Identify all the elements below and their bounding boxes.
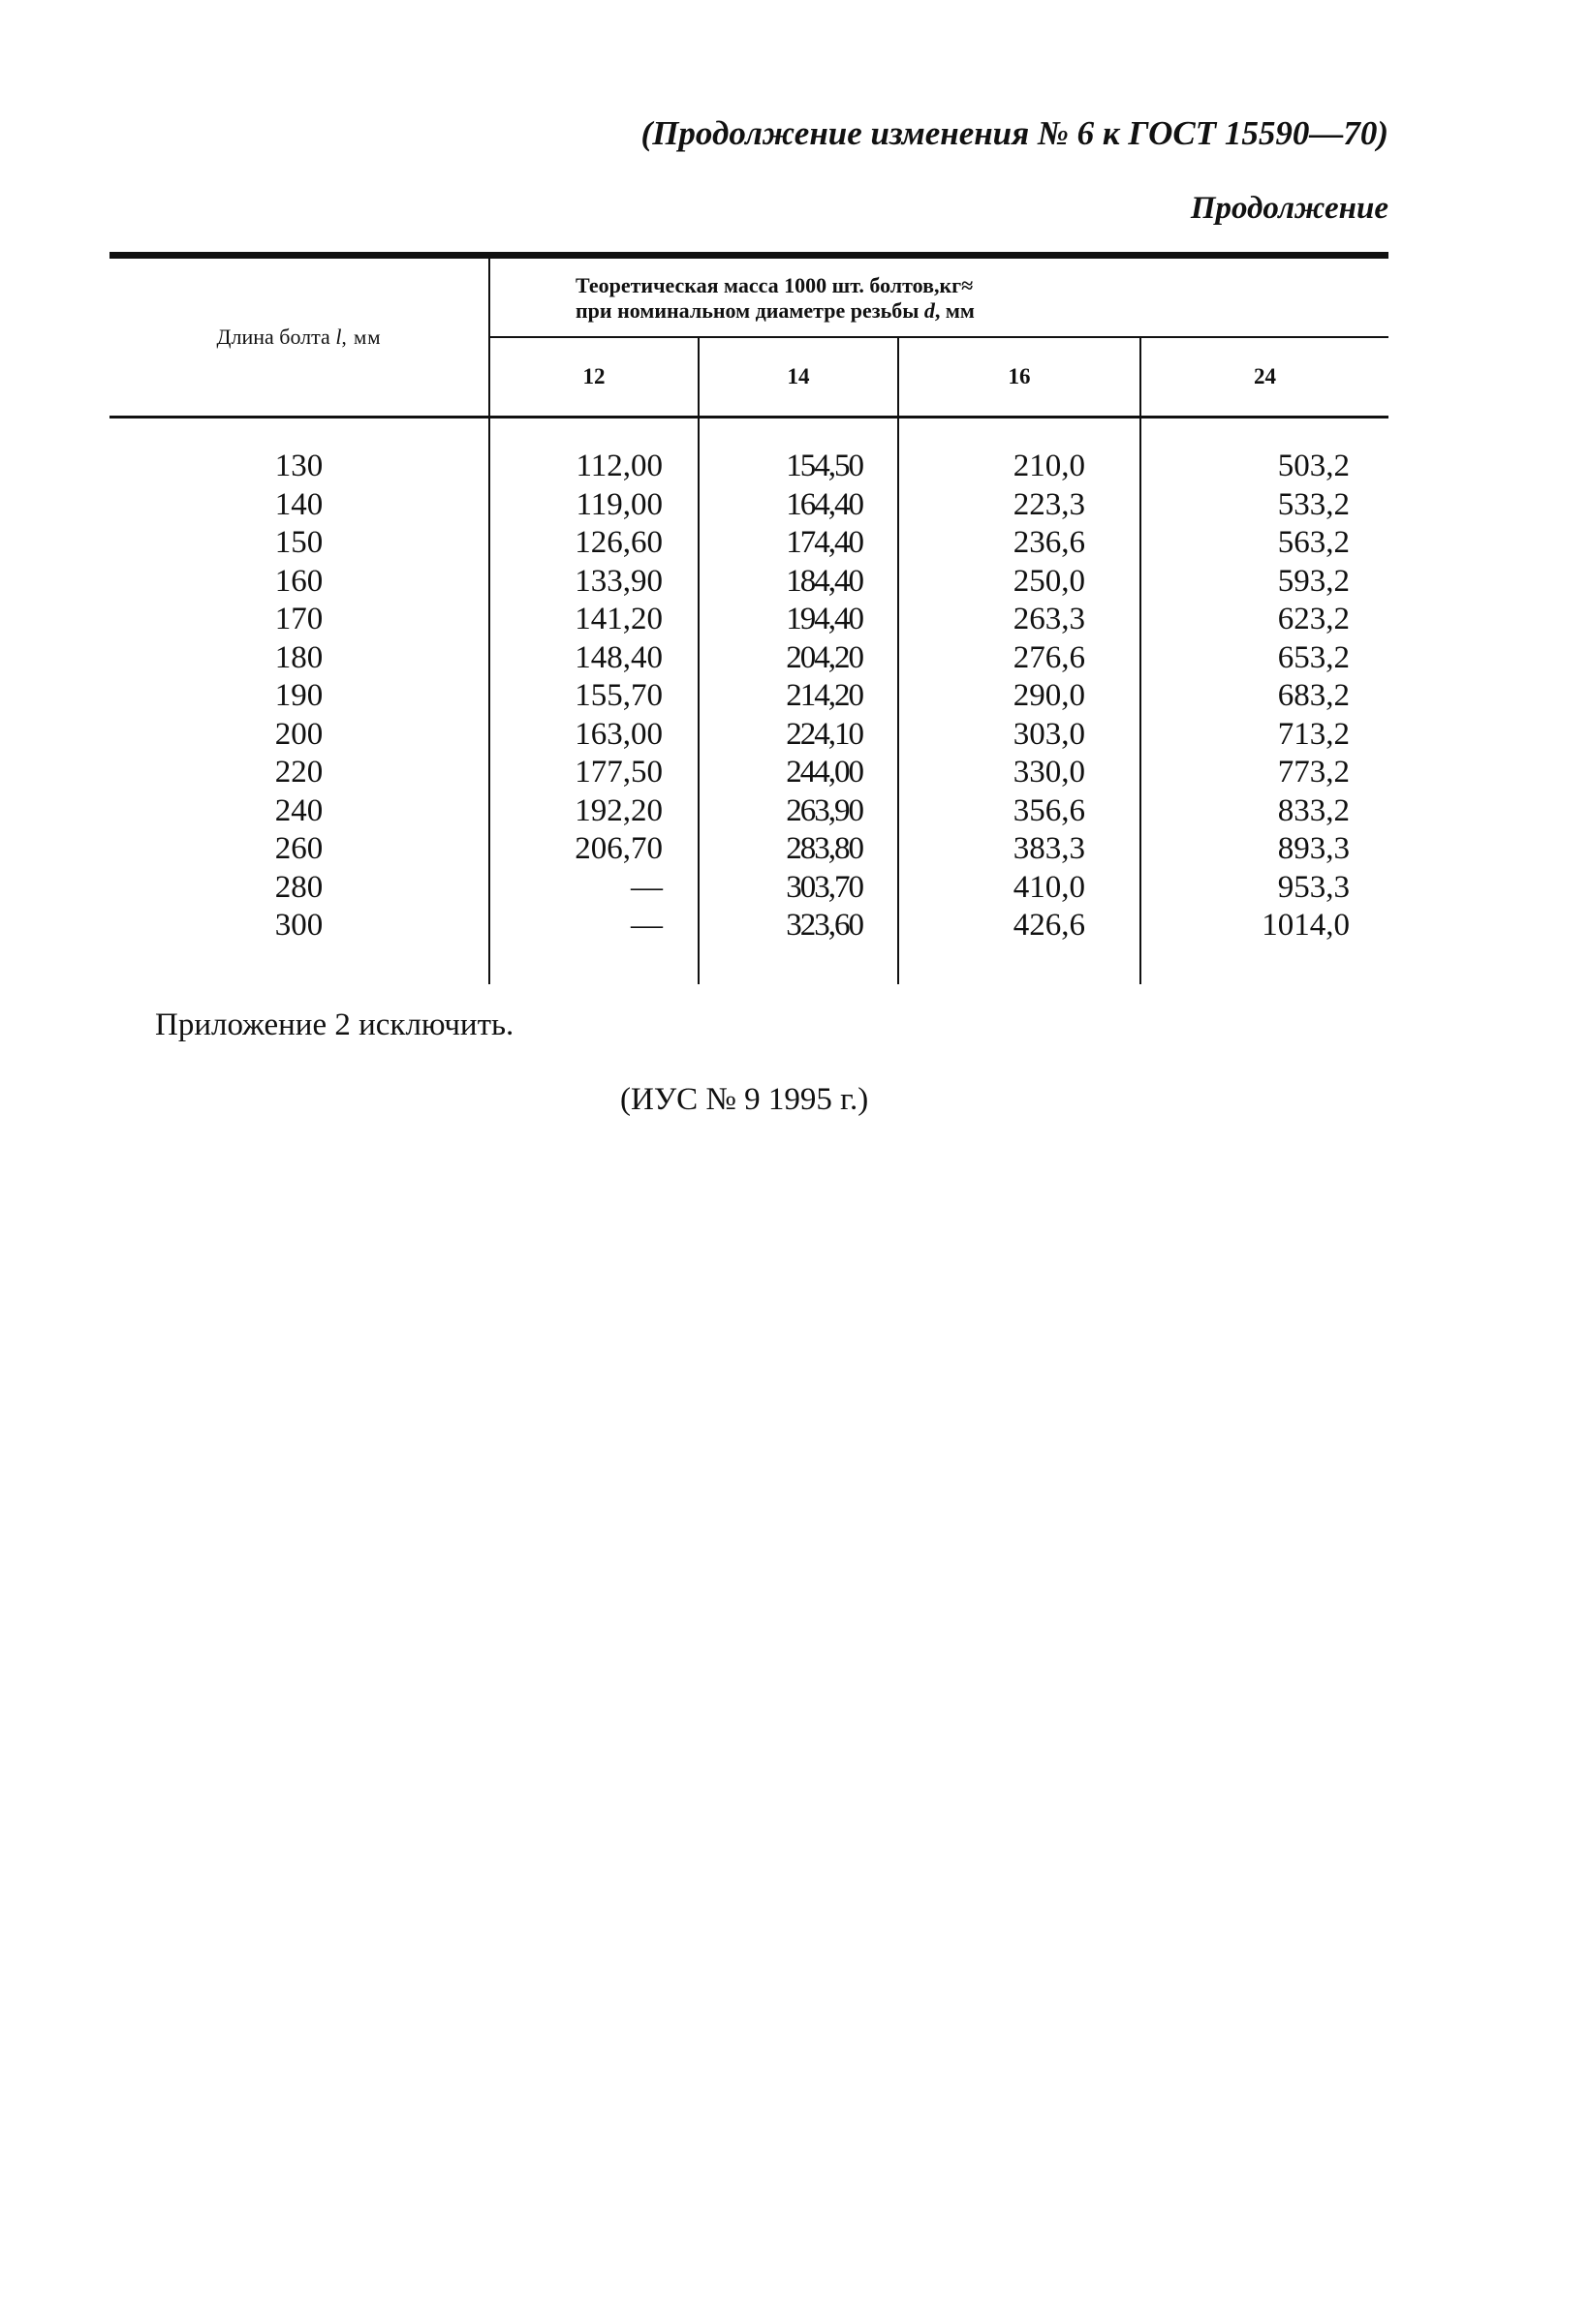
- mass-cell-d14: 154,50: [699, 448, 898, 486]
- mass-cell-d24: 1014,0: [1262, 908, 1351, 943]
- table-row: [109, 716, 1388, 755]
- mass-cell-d12: —: [489, 869, 699, 908]
- length-cell: 280: [109, 869, 489, 908]
- length-cell: 240: [109, 792, 489, 831]
- mass-cell-d16: 356,6: [898, 792, 1140, 831]
- table-row: [109, 869, 1388, 908]
- table-row: [109, 754, 1388, 792]
- table-row: [109, 792, 1388, 831]
- mass-cell-d24: 713,2: [1277, 716, 1351, 752]
- mass-cell-d16: 223,3: [898, 486, 1140, 525]
- mass-cell-d12: 126,60: [489, 524, 699, 563]
- length-cell: 170: [109, 601, 489, 639]
- length-cell: 300: [109, 907, 489, 945]
- length-symbol: l: [335, 325, 342, 349]
- mass-group-header: [489, 256, 1388, 338]
- mass-cell-d16: 330,0: [898, 754, 1140, 792]
- table-row: [109, 677, 1388, 716]
- table-row: [109, 563, 1388, 602]
- mass-group-header-line2-prefix: при номинальном диаметре резьбы: [576, 298, 920, 323]
- diameter-header-24: 24: [1140, 337, 1388, 418]
- table-header: [109, 256, 1388, 418]
- table-row: [109, 601, 1388, 639]
- table-row: [109, 639, 1388, 678]
- mass-cell-d12: 141,20: [489, 601, 699, 639]
- mass-group-header-line1: Теоретическая масса 1000 шт. болтов,кг≈: [576, 273, 974, 297]
- diameter-header-16: 16: [898, 337, 1140, 418]
- length-column-header: [109, 256, 489, 418]
- mass-cell-d14: 194,40: [699, 601, 898, 639]
- length-cell: 160: [109, 563, 489, 602]
- length-cell: 200: [109, 716, 489, 755]
- mass-cell-d12: 163,00: [489, 716, 699, 755]
- source-reference: (ИУС № 9 1995 г.): [620, 1082, 869, 1117]
- table-spacer: [109, 418, 1388, 449]
- mass-cell-d14: 263,90: [699, 792, 898, 831]
- diameter-header-12: 12: [489, 337, 699, 418]
- mass-cell-d24: 833,2: [1277, 792, 1351, 828]
- mass-cell-d24: 653,2: [1277, 639, 1351, 675]
- mass-cell-d14: 174,40: [699, 524, 898, 563]
- table-spacer: [109, 945, 1388, 984]
- mass-group-header-line2-suffix: , мм: [934, 298, 975, 323]
- mass-cell-d16: 410,0: [898, 869, 1140, 908]
- mass-cell-d24: 623,2: [1277, 602, 1351, 636]
- diameter-header-14: 14: [699, 337, 898, 418]
- mass-cell-d14: 164,40: [699, 486, 898, 525]
- continuation-of-change-title: (Продолжение изменения № 6 к ГОСТ 15590—70): [640, 114, 1388, 152]
- length-header-label: Длина болта: [216, 325, 330, 349]
- table-row: [109, 830, 1388, 869]
- mass-cell-d14: 283,80: [699, 830, 898, 869]
- bolt-mass-table: [109, 252, 1388, 984]
- length-unit: , мм: [341, 325, 382, 349]
- mass-cell-d24: 503,2: [1277, 449, 1351, 483]
- mass-cell-d16: 276,6: [898, 639, 1140, 678]
- mass-cell-d16: 303,0: [898, 716, 1140, 755]
- length-cell: 140: [109, 486, 489, 525]
- diameter-symbol: d: [923, 298, 935, 323]
- mass-cell-d24: 593,2: [1277, 563, 1351, 599]
- continuation-label: Продолжение: [1190, 191, 1388, 226]
- mass-cell-d24: 773,2: [1277, 755, 1351, 790]
- table-row: [109, 448, 1388, 486]
- mass-cell-d12: 177,50: [489, 754, 699, 792]
- mass-cell-d12: 206,70: [489, 830, 699, 869]
- mass-cell-d14: 244,00: [699, 754, 898, 792]
- mass-cell-d24: 893,3: [1277, 831, 1351, 866]
- mass-cell-d14: 224,10: [699, 716, 898, 755]
- mass-cell-d14: 214,20: [699, 677, 898, 716]
- mass-cell-d16: 236,6: [898, 524, 1140, 563]
- table-row: [109, 524, 1388, 563]
- mass-group-header-line2: [576, 298, 1388, 324]
- mass-cell-d12: 192,20: [489, 792, 699, 831]
- mass-cell-d14: 323,60: [699, 907, 898, 945]
- mass-cell-d14: 204,20: [699, 639, 898, 678]
- mass-cell-d12: 148,40: [489, 639, 699, 678]
- mass-cell-d16: 290,0: [898, 677, 1140, 716]
- mass-cell-d24: 953,3: [1277, 869, 1351, 905]
- mass-cell-d14: 184,40: [699, 563, 898, 602]
- length-cell: 180: [109, 639, 489, 678]
- length-cell: 190: [109, 677, 489, 716]
- mass-cell-d14: 303,70: [699, 869, 898, 908]
- length-cell: 150: [109, 524, 489, 563]
- length-cell: 130: [109, 448, 489, 486]
- table-row: [109, 907, 1388, 945]
- mass-cell-d16: 263,3: [898, 601, 1140, 639]
- mass-cell-d24: 533,2: [1277, 486, 1351, 522]
- mass-cell-d12: —: [489, 907, 699, 945]
- mass-cell-d16: 383,3: [898, 830, 1140, 869]
- appendix-note: Приложение 2 исключить.: [155, 1007, 514, 1042]
- mass-cell-d12: 112,00: [489, 448, 699, 486]
- mass-cell-d16: 250,0: [898, 563, 1140, 602]
- mass-cell-d24: 683,2: [1277, 678, 1351, 713]
- table-row: [109, 486, 1388, 525]
- mass-cell-d24: 563,2: [1277, 525, 1351, 560]
- table-body: [109, 418, 1388, 984]
- mass-cell-d16: 426,6: [898, 907, 1140, 945]
- mass-cell-d16: 210,0: [898, 448, 1140, 486]
- mass-cell-d12: 155,70: [489, 677, 699, 716]
- length-cell: 220: [109, 754, 489, 792]
- mass-cell-d12: 133,90: [489, 563, 699, 602]
- length-cell: 260: [109, 830, 489, 869]
- mass-cell-d12: 119,00: [489, 486, 699, 525]
- bolt-mass-table-container: [109, 252, 1388, 984]
